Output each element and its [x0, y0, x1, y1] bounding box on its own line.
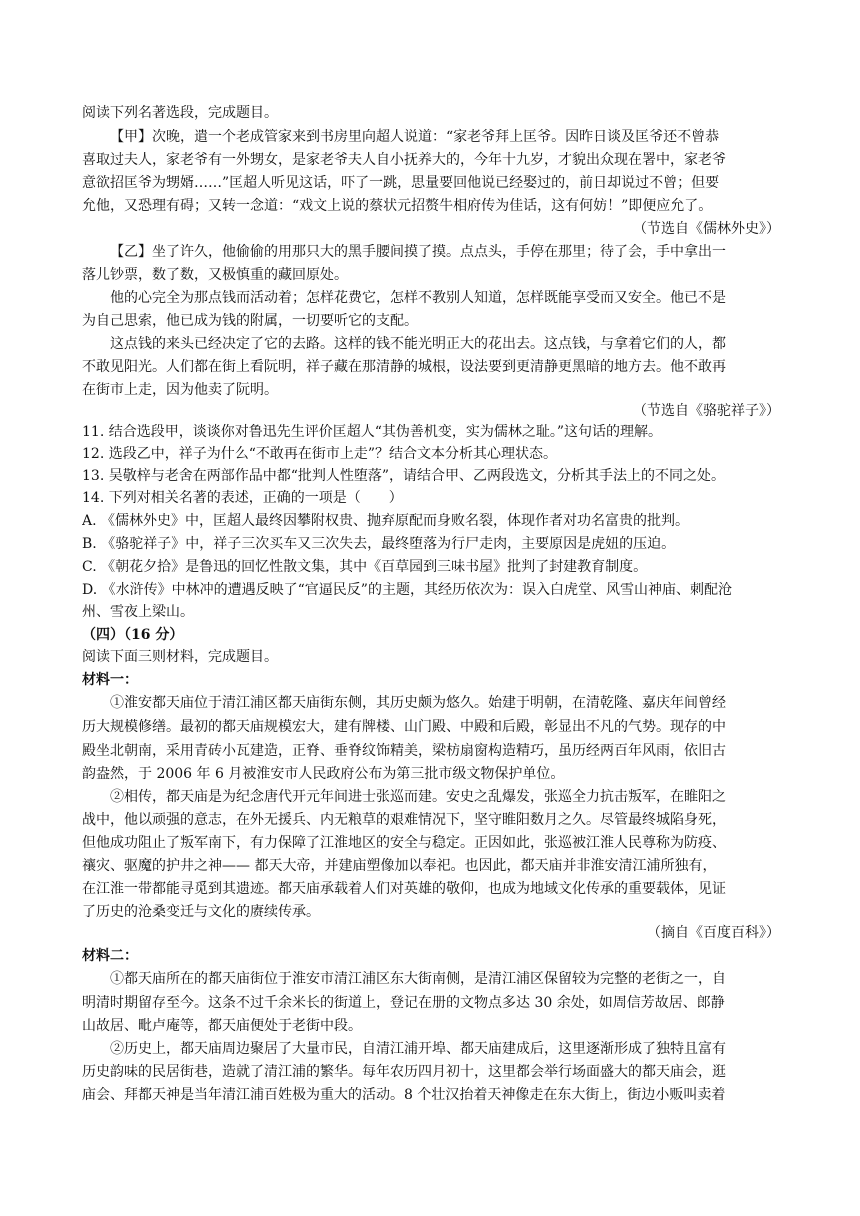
option-b: B. 《骆驼祥子》中，祥子三次买车又三次失去，最终堕落为行尸走肉，主要原因是虎妞的压迫。	[82, 536, 676, 552]
material-one-line: ①淮安都天庙位于清江浦区都天庙街东侧，其历史颇为悠久。始建于明朝，在清乾隆、嘉庆年间曾经	[110, 695, 726, 711]
material-one-line: 禳灾、驱魔的护井之神—— 都天大帝，并建庙塑像加以奉祀。也因此，都天庙并非淮安清江浦所独有，	[82, 858, 717, 874]
material-one-line: ②相传，都天庙是为纪念唐代开元年间进士张巡而建。安史之乱爆发，张巡全力抗击叛军，在睢阳之	[110, 789, 726, 805]
material-two-line: 明清时期留存至今。这条不过千余米长的街道上，登记在册的文物点多达 30 余处，如周信芳故居、郎静	[82, 995, 725, 1011]
material-heading: 材料一：	[82, 672, 138, 688]
excerpt-jia-line: 允他，又恐理有碍；又转一念道：“戏文上说的蔡状元招赘牛相府传为佳话，这有何妨！”即便应允了。	[82, 198, 713, 214]
material-one-line: 韵盎然，于 2006 年 6 月被淮安市人民政府公布为第三批市级文物保护单位。	[82, 766, 565, 782]
excerpt-yi: 【乙】坐了许久，他偷偷的用那只大的黑手腰间摸了摸。点点头，手停在那里；待了会，手中拿出一	[110, 244, 726, 260]
question-14: 14. 下列对相关名著的表述，正确的一项是（ ）	[82, 490, 403, 506]
material-two-line: ①都天庙所在的都天庙街位于淮安市清江浦区东大街南侧，是清江浦区保留较为完整的老街之一，自	[110, 971, 726, 987]
excerpt-yi-line: 落儿钞票，数了数，又极慎重的藏回原处。	[82, 267, 348, 283]
excerpt-jia-line: 意欲招匡爷为甥婿……”匡超人听见这话，吓了一跳，思量要回他说已经娶过的，前日却说过不曾；但要	[82, 175, 720, 191]
excerpt-yi-line: 他的心完全为那点钱而活动着；怎样花费它，怎样不教别人知道，怎样既能享受而又安全。他已不是	[110, 290, 726, 306]
section-heading: （四）（16 分）	[82, 627, 184, 643]
excerpt-jia: 【甲】次晚，遣一个老成管家来到书房里向超人说道：“家老爷拜上匡爷。因昨日谈及匡爷还不曾恭	[110, 129, 720, 145]
question-11: 11. 结合选段甲，谈谈你对鲁迅先生评价匡超人“其伪善机变，实为儒林之耻。”这句话的理解。	[82, 424, 663, 440]
source-note: （摘自《百度百科》）	[647, 925, 780, 941]
material-one-line: 战中，他以顽强的意志，在外无援兵、内无粮草的艰难情况下，坚守睢阳数月之久。尽管最终城陷身死，	[82, 812, 726, 828]
material-one-line: 殿坐北朝南，采用青砖小瓦建造，正脊、垂脊纹饰精美，梁枋扇窗构造精巧，虽历经两百年风雨，依旧古	[82, 743, 726, 759]
source-note: （节选自《骆驼祥子》）	[633, 403, 780, 419]
excerpt-yi-line: 这点钱的来头已经决定了它的去路。这样的钱不能光明正大的花出去。这点钱，与拿着它们的人，都	[110, 336, 726, 352]
material-two-line: 山故居、毗卢庵等，都天庙便处于老街中段。	[82, 1018, 362, 1034]
material-two-line: ②历史上，都天庙周边聚居了大量市民，自清江浦开埠、都天庙建成后，这里逐渐形成了独特且富有	[110, 1041, 726, 1057]
question-13: 13. 吴敬梓与老舍在两部作品中都“批判人性堕落”，请结合甲、乙两段选文，分析其手法上的不同之处。	[82, 468, 726, 484]
material-one-line: 历大规模修缮。最初的都天庙规模宏大，建有牌楼、山门殿、中殿和后殿，彰显出不凡的气势。现存的中	[82, 719, 726, 735]
question-12: 12. 选段乙中，祥子为什么“不敢再在街市上走”？结合文本分析其心理状态。	[82, 446, 558, 462]
material-one-line: 在江淮一带都能寻觅到其遗迹。都天庙承载着人们对英雄的敬仰，也成为地域文化传承的重要载体，见证	[82, 881, 726, 897]
instruction-text: 阅读下面三则材料，完成题目。	[82, 649, 278, 665]
source-note: （节选自《儒林外史》）	[633, 221, 780, 237]
material-two-line: 庙会、拜都天神是当年清江浦百姓极为重大的活动。8 个壮汉抬着天神像走在东大街上，街边小贩叫卖着	[82, 1087, 726, 1103]
material-one-line: 但他成功阻止了叛军南下，有力保障了江淮地区的安全与稳定。正因如此，张巡被江淮人民尊称为防疫、	[82, 835, 726, 851]
excerpt-yi-line: 在街市上走，因为他卖了阮明。	[82, 382, 278, 398]
excerpt-yi-line: 不敢见阳光。人们都在街上看阮明，祥子藏在那清静的城根，设法要到更清静更黑暗的地方去。他不敢再	[82, 359, 726, 375]
option-a: A. 《儒林外史》中，匡超人最终因攀附权贵、抛弃原配而身败名裂，体现作者对功名富贵的批判。	[82, 513, 690, 529]
excerpt-jia-line: 喜取过夫人，家老爷有一外甥女，是家老爷夫人自小抚养大的，今年十九岁，才貌出众现在署中，家老爷	[82, 152, 726, 168]
instruction-text: 阅读下列名著选段，完成题目。	[82, 105, 278, 121]
material-two-line: 历史韵味的民居街巷，造就了清江浦的繁华。每年农历四月初十，这里都会举行场面盛大的都天庙会，逛	[82, 1064, 726, 1080]
material-one-line: 了历史的沧桑变迁与文化的赓续传承。	[82, 904, 320, 920]
option-d-line: 州、雪夜上梁山。	[82, 604, 194, 620]
option-c: C. 《朝花夕拾》是鲁迅的回忆性散文集，其中《百草园到三味书屋》批判了封建教育制度。	[82, 559, 648, 575]
material-heading: 材料二：	[82, 948, 138, 964]
excerpt-yi-line: 为自己思索，他已成为钱的附属，一切要听它的支配。	[82, 313, 418, 329]
option-d: D. 《水浒传》中林冲的遭遇反映了“官逼民反”的主题，其经历依次为：误入白虎堂、风雪山神庙、刺配沧	[82, 582, 732, 598]
